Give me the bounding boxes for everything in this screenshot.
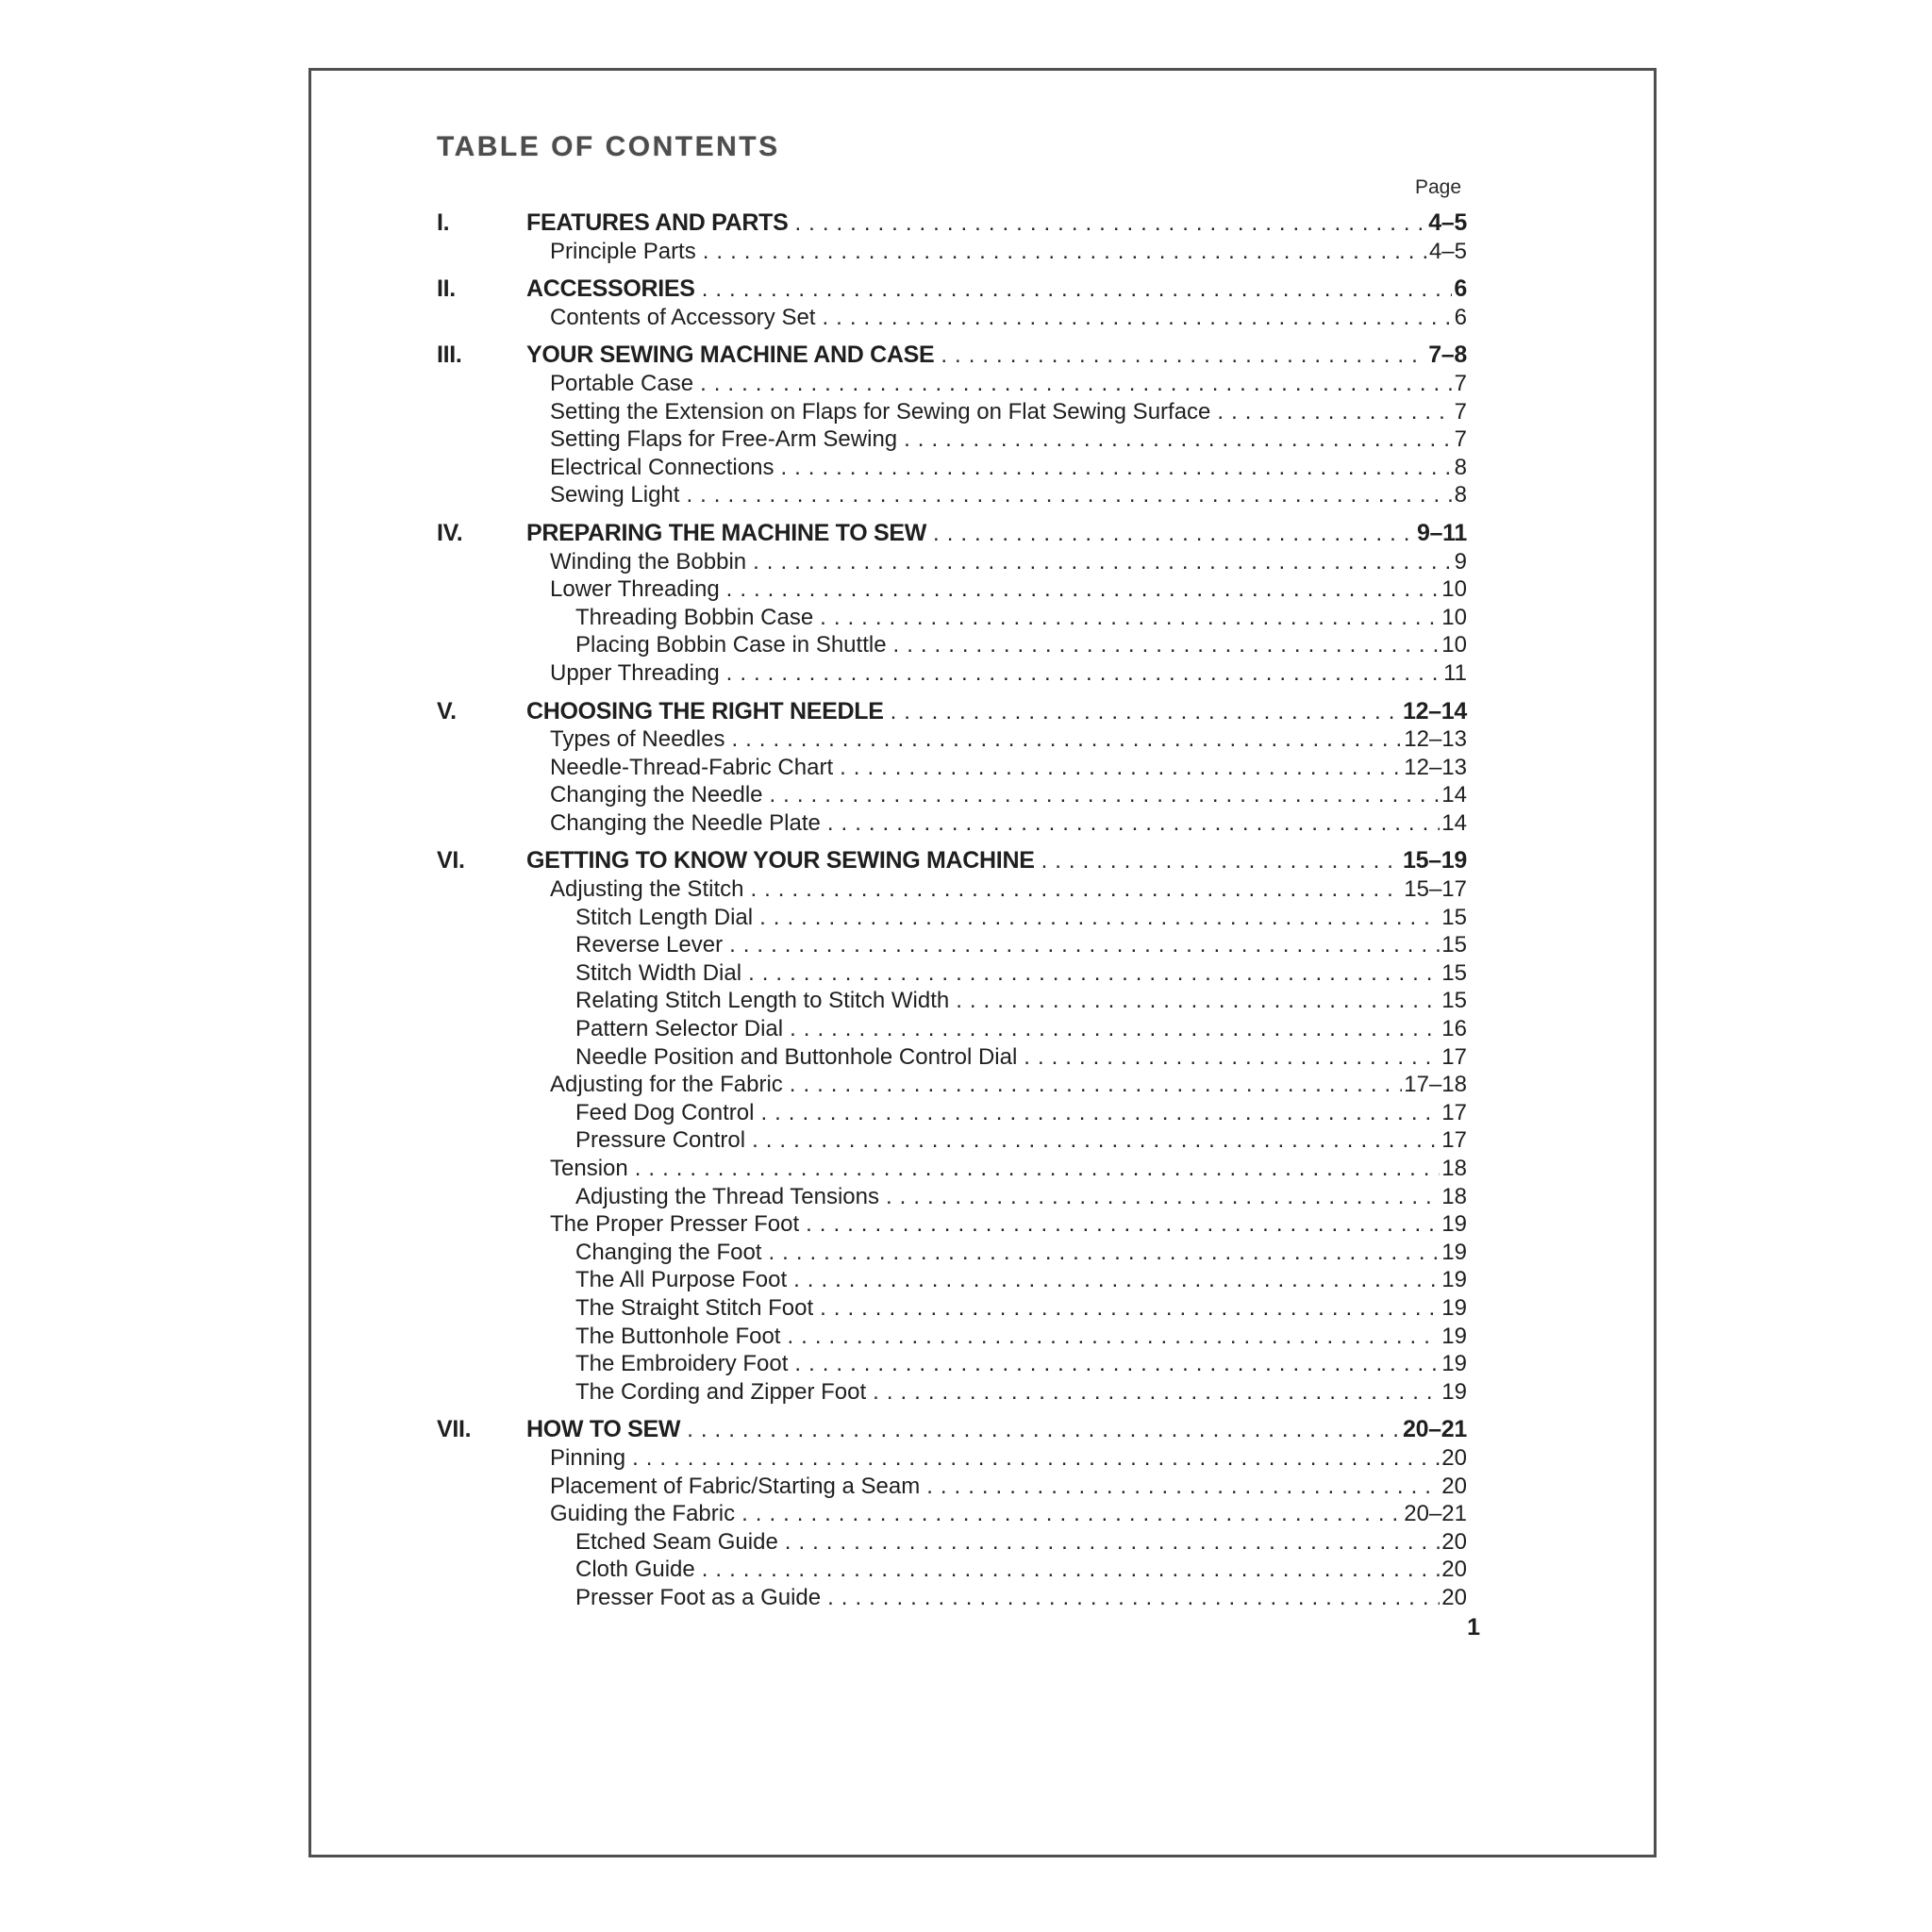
- dot-leader: [780, 454, 1452, 482]
- dot-leader: [904, 425, 1453, 454]
- dot-leader: [768, 1239, 1440, 1267]
- toc-entry-page: 15: [1441, 988, 1467, 1014]
- toc-entry-label: Needle Position and Buttonhole Control Dial: [575, 1043, 1018, 1070]
- toc-section-numeral: IV.: [437, 519, 463, 546]
- toc-section: [437, 1416, 1467, 1611]
- toc-section-numeral: VI.: [437, 847, 465, 874]
- toc-section-numeral: VII.: [437, 1416, 472, 1443]
- dot-leader: [703, 238, 1427, 266]
- toc-entry-label: Adjusting for the Fabric: [550, 1072, 783, 1098]
- toc-entry-page: 12–14: [1402, 697, 1467, 724]
- dot-leader: [700, 370, 1453, 398]
- toc-entry-label: Placing Bobbin Case in Shuttle: [575, 632, 887, 658]
- toc-entry-page: 12–13: [1404, 754, 1467, 780]
- dot-leader: [752, 1126, 1440, 1155]
- toc-item-row: [437, 1528, 1467, 1557]
- toc-item-row: [437, 1323, 1467, 1351]
- toc-entry-label: Threading Bobbin Case: [575, 604, 814, 630]
- toc-entry-label: Etched Seam Guide: [575, 1528, 778, 1555]
- toc-item-row: [437, 304, 1467, 332]
- dot-leader: [827, 809, 1440, 838]
- toc-entry-label: Reverse Lever: [575, 932, 724, 958]
- toc-entry-label: Adjusting the Thread Tensions: [575, 1183, 879, 1209]
- dot-leader: [793, 1266, 1440, 1294]
- dot-leader: [748, 959, 1440, 988]
- toc-item-row: [437, 1350, 1467, 1378]
- toc-entry-label: Needle-Thread-Fabric Chart: [550, 754, 834, 780]
- toc-entry-page: 7: [1454, 398, 1467, 425]
- toc-entry-label: The Cording and Zipper Foot: [575, 1378, 867, 1405]
- dot-leader: [820, 604, 1440, 632]
- toc-section-row: [437, 847, 1467, 875]
- toc-item-row: [437, 1071, 1467, 1099]
- toc-entry-label: Sewing Light: [550, 482, 680, 508]
- toc-entry-page: 18: [1441, 1156, 1467, 1181]
- toc-entry-page: 19: [1441, 1239, 1467, 1265]
- toc-entry-page: 17: [1441, 1099, 1467, 1125]
- toc-entry-label: Stitch Length Dial: [575, 904, 754, 930]
- toc-item-row: [437, 398, 1467, 426]
- toc-entry-label: Guiding the Fabric: [550, 1501, 736, 1527]
- toc-entry-label: Cloth Guide: [575, 1557, 695, 1583]
- toc-entry-label: Principle Parts: [550, 238, 696, 264]
- toc-entry-label: ACCESSORIES: [526, 275, 695, 303]
- toc-entry-page: 10: [1441, 632, 1467, 658]
- toc-entry-page: 20: [1441, 1444, 1467, 1471]
- toc-entry-label: Pinning: [550, 1444, 626, 1471]
- toc-entry-page: 7–8: [1428, 341, 1467, 369]
- toc-item-row: [437, 1444, 1467, 1473]
- toc-item-row: [437, 548, 1467, 576]
- dot-leader: [790, 1015, 1440, 1043]
- toc-entry-label: Relating Stitch Length to Stitch Width: [575, 988, 950, 1014]
- toc-item-row: [437, 575, 1467, 604]
- toc-item-row: [437, 875, 1467, 904]
- toc-entry-page: 12–13: [1404, 726, 1467, 753]
- dot-leader: [686, 481, 1452, 509]
- toc-item-row: [437, 1556, 1467, 1584]
- toc-entry-label: Feed Dog Control: [575, 1099, 755, 1125]
- toc-item-row: [437, 481, 1467, 509]
- toc-item-row: [437, 1210, 1467, 1239]
- toc-entry-page: 20–21: [1404, 1501, 1467, 1527]
- toc-item-row: [437, 1294, 1467, 1323]
- toc-entry-page: 19: [1441, 1323, 1467, 1349]
- toc-entry-page: 14: [1441, 782, 1467, 808]
- toc-entry-page: 15–19: [1402, 847, 1467, 874]
- toc-entry-label: The Buttonhole Foot: [575, 1323, 781, 1349]
- toc-entry-page: 17: [1441, 1043, 1467, 1070]
- toc-item-row: [437, 238, 1467, 266]
- toc-entry-page: 17–18: [1404, 1072, 1467, 1098]
- toc-item-row: [437, 425, 1467, 454]
- table-of-contents: [437, 209, 1467, 1612]
- toc-item-row: [437, 1266, 1467, 1294]
- toc-section-row: [437, 520, 1467, 548]
- dot-leader: [926, 1473, 1440, 1501]
- toc-entry-page: 19: [1441, 1267, 1467, 1293]
- toc-item-row: [437, 781, 1467, 809]
- toc-section-numeral: II.: [437, 275, 456, 303]
- dot-leader: [759, 904, 1440, 932]
- dot-leader: [753, 548, 1453, 576]
- dot-leader: [956, 987, 1440, 1015]
- toc-item-row: [437, 959, 1467, 988]
- dot-leader: [822, 304, 1452, 332]
- toc-entry-page: 15: [1441, 959, 1467, 986]
- dot-leader: [1024, 1043, 1440, 1072]
- toc-entry-label: Portable Case: [550, 370, 694, 396]
- page-number: 1: [1467, 1614, 1480, 1641]
- dot-leader: [840, 754, 1402, 782]
- toc-entry-label: Changing the Foot: [575, 1239, 762, 1265]
- toc-entry-page: 4–5: [1428, 238, 1467, 264]
- toc-item-row: [437, 809, 1467, 838]
- toc-entry-label: Types of Needles: [550, 726, 725, 753]
- toc-item-row: [437, 1043, 1467, 1072]
- dot-leader: [806, 1210, 1440, 1239]
- toc-entry-page: 4–5: [1428, 209, 1467, 236]
- toc-entry-label: Lower Threading: [550, 576, 720, 603]
- dot-leader: [820, 1294, 1440, 1323]
- dot-leader: [635, 1155, 1441, 1183]
- toc-item-row: [437, 1239, 1467, 1267]
- toc-item-row: [437, 904, 1467, 932]
- toc-item-row: [437, 370, 1467, 398]
- dot-leader: [750, 875, 1402, 904]
- toc-entry-label: Changing the Needle: [550, 782, 763, 808]
- toc-entry-page: 19: [1441, 1211, 1467, 1238]
- toc-item-row: [437, 725, 1467, 754]
- toc-entry-page: 11: [1443, 659, 1467, 686]
- dot-leader: [787, 1323, 1440, 1351]
- dot-leader: [729, 931, 1440, 959]
- toc-entry-label: HOW TO SEW: [526, 1416, 681, 1443]
- toc-section: [437, 520, 1467, 688]
- dot-leader: [794, 209, 1426, 238]
- toc-entry-label: Pressure Control: [575, 1127, 746, 1154]
- toc-item-row: [437, 1500, 1467, 1528]
- toc-section-row: [437, 275, 1467, 304]
- toc-entry-page: 10: [1441, 604, 1467, 630]
- toc-entry-label: Upper Threading: [550, 659, 720, 686]
- toc-entry-page: 6: [1454, 275, 1467, 303]
- dot-leader: [794, 1350, 1440, 1378]
- toc-section-row: [437, 698, 1467, 726]
- dot-leader: [702, 275, 1453, 304]
- toc-item-row: [437, 1473, 1467, 1501]
- toc-entry-label: Presser Foot as a Guide: [575, 1584, 822, 1610]
- toc-item-row: [437, 1155, 1467, 1183]
- toc-entry-page: 20: [1441, 1528, 1467, 1555]
- toc-section-row: [437, 1416, 1467, 1444]
- toc-entry-label: Electrical Connections: [550, 454, 774, 480]
- toc-item-row: [437, 987, 1467, 1015]
- toc-entry-page: 18: [1441, 1183, 1467, 1209]
- toc-entry-page: 7: [1454, 426, 1467, 453]
- toc-entry-label: Stitch Width Dial: [575, 959, 742, 986]
- toc-section: [437, 341, 1467, 509]
- toc-entry-page: 15: [1441, 932, 1467, 958]
- toc-entry-page: 8: [1454, 482, 1467, 508]
- toc-section: [437, 847, 1467, 1406]
- toc-entry-label: Adjusting the Stitch: [550, 876, 744, 903]
- dot-leader: [770, 781, 1441, 809]
- toc-entry-label: Pattern Selector Dial: [575, 1016, 784, 1042]
- toc-item-row: [437, 631, 1467, 659]
- dot-leader: [731, 725, 1402, 754]
- toc-entry-label: FEATURES AND PARTS: [526, 209, 789, 236]
- toc-entry-label: Winding the Bobbin: [550, 548, 747, 575]
- toc-entry-page: 6: [1454, 304, 1467, 330]
- toc-section: [437, 209, 1467, 265]
- dot-leader: [726, 575, 1441, 604]
- dot-leader: [1217, 398, 1452, 426]
- toc-entry-page: 9–11: [1416, 519, 1467, 546]
- toc-entry-label: The Embroidery Foot: [575, 1351, 789, 1377]
- dot-leader: [790, 1071, 1402, 1099]
- toc-entry-page: 20: [1441, 1584, 1467, 1610]
- toc-entry-label: Placement of Fabric/Starting a Seam: [550, 1473, 921, 1499]
- toc-entry-label: YOUR SEWING MACHINE AND CASE: [526, 341, 935, 369]
- dot-leader: [760, 1099, 1440, 1127]
- toc-entry-label: Changing the Needle Plate: [550, 809, 821, 836]
- dot-leader: [687, 1416, 1401, 1444]
- dot-leader: [941, 341, 1426, 370]
- toc-item-row: [437, 931, 1467, 959]
- toc-entry-page: 9: [1454, 548, 1467, 575]
- toc-entry-label: Setting the Extension on Flaps for Sewing on Flat Sewing Surface: [550, 398, 1211, 425]
- toc-entry-page: 20–21: [1402, 1416, 1467, 1443]
- toc-item-row: [437, 1126, 1467, 1155]
- toc-entry-label: The Straight Stitch Foot: [575, 1294, 814, 1321]
- page-title: TABLE OF CONTENTS: [437, 131, 780, 162]
- toc-entry-page: 15: [1441, 904, 1467, 930]
- toc-entry-page: 15–17: [1404, 876, 1467, 903]
- toc-section: [437, 698, 1467, 838]
- dot-leader: [891, 698, 1401, 726]
- toc-entry-label: Setting Flaps for Free-Arm Sewing: [550, 426, 898, 453]
- toc-entry-page: 8: [1454, 454, 1467, 480]
- toc-entry-page: 20: [1441, 1473, 1467, 1499]
- toc-entry-page: 10: [1441, 576, 1467, 603]
- toc-item-row: [437, 1584, 1467, 1612]
- toc-item-row: [437, 754, 1467, 782]
- dot-leader: [886, 1183, 1440, 1211]
- toc-entry-label: PREPARING THE MACHINE TO SEW: [526, 519, 927, 546]
- toc-item-row: [437, 1378, 1467, 1407]
- dot-leader: [827, 1584, 1440, 1612]
- toc-section-row: [437, 209, 1467, 238]
- toc-section-row: [437, 341, 1467, 370]
- toc-entry-label: The Proper Presser Foot: [550, 1211, 800, 1238]
- page-column-header: Page: [1414, 176, 1461, 198]
- dot-leader: [702, 1556, 1441, 1584]
- dot-leader: [785, 1528, 1441, 1557]
- manual-page: [308, 68, 1657, 1857]
- toc-entry-label: Tension: [550, 1156, 628, 1181]
- toc-section: [437, 275, 1467, 331]
- toc-entry-page: 17: [1441, 1127, 1467, 1154]
- toc-entry-page: 19: [1441, 1351, 1467, 1377]
- toc-entry-page: 16: [1441, 1016, 1467, 1042]
- toc-item-row: [437, 1015, 1467, 1043]
- toc-entry-label: CHOOSING THE RIGHT NEEDLE: [526, 697, 884, 724]
- toc-item-row: [437, 1099, 1467, 1127]
- toc-item-row: [437, 454, 1467, 482]
- dot-leader: [893, 631, 1441, 659]
- toc-item-row: [437, 1183, 1467, 1211]
- toc-section-numeral: I.: [437, 209, 450, 236]
- dot-leader: [726, 659, 1441, 688]
- toc-entry-label: The All Purpose Foot: [575, 1267, 788, 1293]
- toc-entry-page: 7: [1454, 370, 1467, 396]
- dot-leader: [933, 520, 1415, 548]
- toc-item-row: [437, 604, 1467, 632]
- toc-section-numeral: V.: [437, 697, 457, 724]
- toc-item-row: [437, 659, 1467, 688]
- dot-leader: [741, 1500, 1402, 1528]
- toc-section-numeral: III.: [437, 341, 462, 369]
- toc-entry-page: 14: [1441, 809, 1467, 836]
- dot-leader: [632, 1444, 1440, 1473]
- toc-entry-page: 19: [1441, 1294, 1467, 1321]
- toc-entry-label: Contents of Accessory Set: [550, 304, 816, 330]
- toc-entry-label: GETTING TO KNOW YOUR SEWING MACHINE: [526, 847, 1035, 874]
- toc-entry-page: 19: [1441, 1378, 1467, 1405]
- dot-leader: [1041, 847, 1401, 875]
- dot-leader: [873, 1378, 1440, 1407]
- toc-entry-page: 20: [1441, 1557, 1467, 1583]
